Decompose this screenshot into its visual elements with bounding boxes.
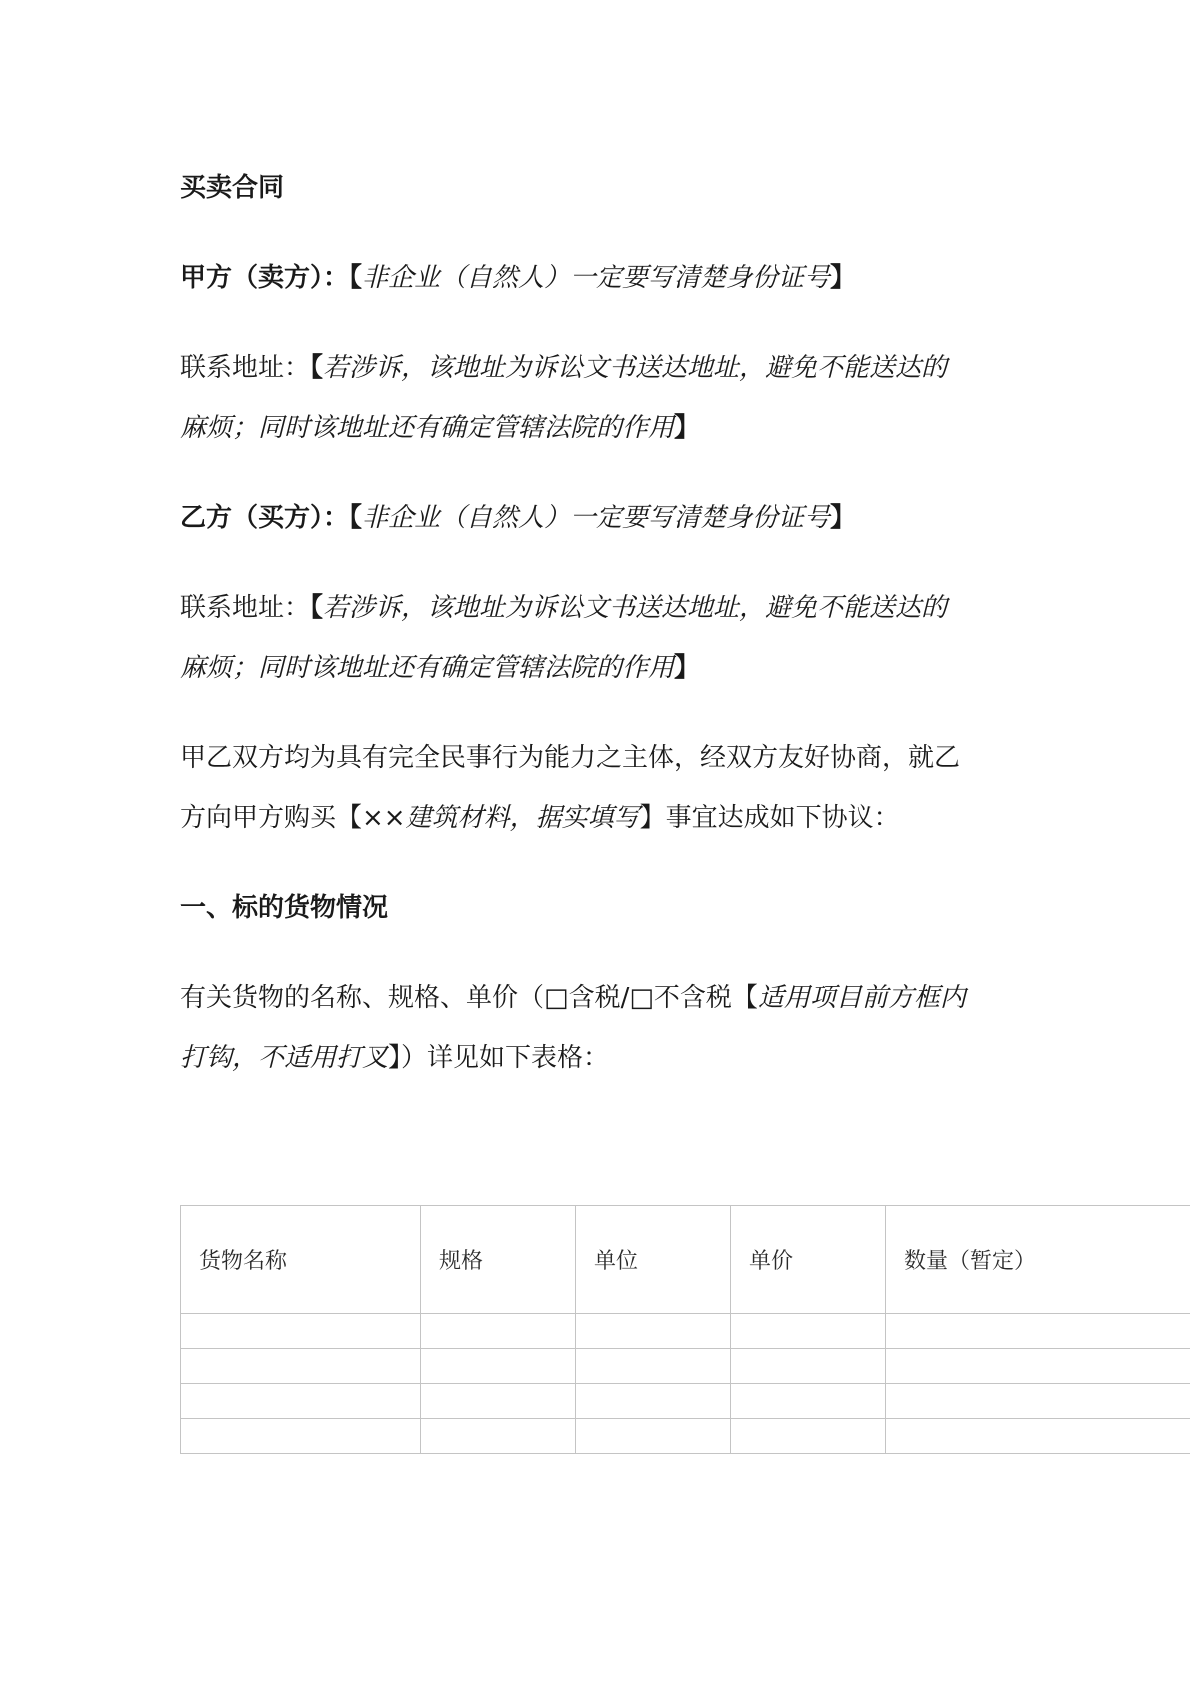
- table-cell[interactable]: [731, 1314, 886, 1349]
- party-a-label: 甲方（卖方）：: [180, 263, 350, 293]
- table-cell[interactable]: [181, 1419, 421, 1454]
- party-a-note: 非企业（自然人）一定要写清楚身份证号: [362, 263, 831, 293]
- table-row: [181, 1349, 1190, 1384]
- party-b-address-line2: [180, 650, 700, 686]
- section-1-heading: 一、标的货物情况: [180, 893, 389, 923]
- section-1-note: 打钩，不适用打叉: [180, 1043, 389, 1073]
- bracket-close: 】: [674, 653, 701, 683]
- table-cell[interactable]: [576, 1314, 731, 1349]
- intro-note: ××建筑材料，据实填写: [362, 803, 640, 833]
- table-header-row: [181, 1206, 1190, 1314]
- table-cell[interactable]: [731, 1384, 886, 1419]
- bracket-open: 【: [349, 263, 363, 293]
- bracket-open: 【: [310, 593, 324, 623]
- intro-prefix: 方向甲方购买【: [180, 803, 363, 833]
- table-row: [181, 1419, 1190, 1454]
- header-unit-price: 单价: [731, 1206, 886, 1314]
- section-1-prefix: 有关货物的名称、规格、单价（□含税/□不含税【: [180, 983, 758, 1013]
- party-b-line: [180, 500, 856, 536]
- table-cell[interactable]: [576, 1384, 731, 1419]
- table-cell[interactable]: [181, 1349, 421, 1384]
- party-a-address-line1: [180, 350, 947, 386]
- address-note: 麻烦；同时该地址还有确定管辖法院的作用: [180, 413, 675, 443]
- section-1-line1: [180, 980, 966, 1016]
- section-1-line2: [180, 1040, 609, 1076]
- header-quantity: 数量（暂定）: [886, 1206, 1190, 1314]
- party-a-address-line2: [180, 410, 700, 446]
- table-cell[interactable]: [421, 1384, 576, 1419]
- table-cell[interactable]: [886, 1349, 1190, 1384]
- table-cell[interactable]: [421, 1349, 576, 1384]
- table-row: [181, 1384, 1190, 1419]
- party-b-address-line1: [180, 590, 947, 626]
- section-1-note: 适用项目前方框内: [757, 983, 966, 1013]
- address-label: 联系地址：: [180, 593, 311, 623]
- intro-line2: [180, 800, 900, 836]
- address-note: 若涉诉，该地址为诉讼文书送达地址，避免不能送达的: [323, 353, 948, 383]
- intro-suffix: 】事宜达成如下协议：: [639, 803, 900, 833]
- address-note: 若涉诉，该地址为诉讼文书送达地址，避免不能送达的: [323, 593, 948, 623]
- contract-title: 买卖合同: [180, 173, 285, 203]
- intro-line1: 甲乙双方均为具有完全民事行为能力之主体，经双方友好协商，就乙: [180, 743, 961, 773]
- table-cell[interactable]: [181, 1384, 421, 1419]
- table-row: [181, 1314, 1190, 1349]
- bracket-close: 】: [830, 503, 857, 533]
- address-note: 麻烦；同时该地址还有确定管辖法院的作用: [180, 653, 675, 683]
- party-a-line: [180, 260, 856, 296]
- table-cell[interactable]: [886, 1419, 1190, 1454]
- address-label: 联系地址：: [180, 353, 311, 383]
- table-cell[interactable]: [886, 1314, 1190, 1349]
- bracket-open: 【: [349, 503, 363, 533]
- table-cell[interactable]: [421, 1314, 576, 1349]
- header-spec: 规格: [421, 1206, 576, 1314]
- table-cell[interactable]: [421, 1419, 576, 1454]
- table-cell[interactable]: [181, 1314, 421, 1349]
- table-cell[interactable]: [731, 1349, 886, 1384]
- bracket-open: 【: [310, 353, 324, 383]
- party-b-label: 乙方（买方）：: [180, 503, 350, 533]
- bracket-close: 】: [830, 263, 857, 293]
- table-cell[interactable]: [886, 1384, 1190, 1419]
- header-goods-name: 货物名称: [181, 1206, 421, 1314]
- goods-table: [180, 1205, 1190, 1454]
- header-unit: 单位: [576, 1206, 731, 1314]
- section-1-suffix: 】）详见如下表格：: [388, 1043, 610, 1073]
- table-cell[interactable]: [576, 1349, 731, 1384]
- table-cell[interactable]: [731, 1419, 886, 1454]
- party-b-note: 非企业（自然人）一定要写清楚身份证号: [362, 503, 831, 533]
- table-cell[interactable]: [576, 1419, 731, 1454]
- bracket-close: 】: [674, 413, 701, 443]
